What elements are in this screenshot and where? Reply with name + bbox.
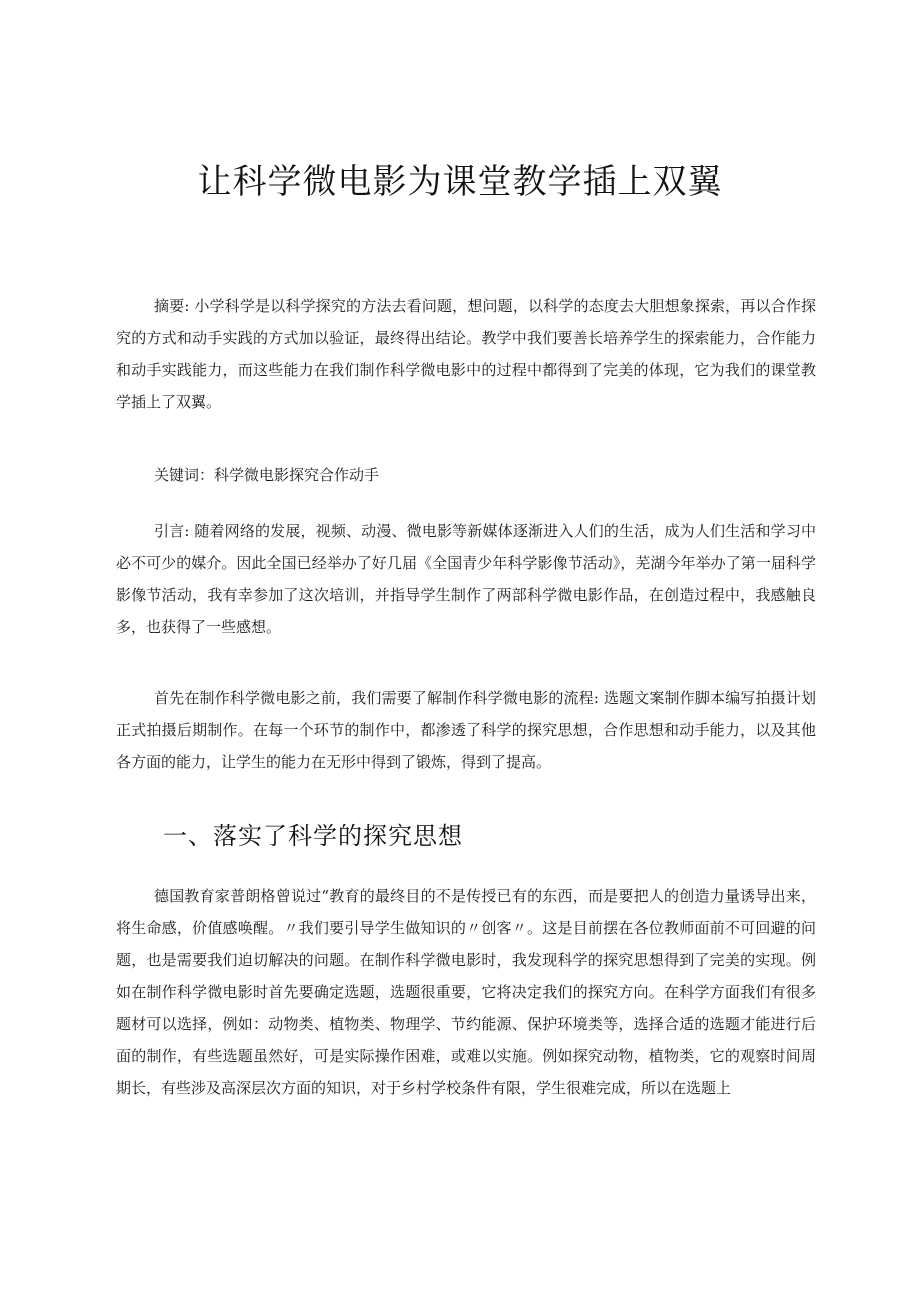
section-heading-1: 一、落实了科学的探究思想 xyxy=(163,822,463,850)
abstract-paragraph: 摘要: 小学科学是以科学探究的方法去看问题，想问题，以科学的态度去大胆想象探索，再以合作探究的方式和动手实践的方式加以验证，最终得出结论。教学中我们要善长培养学生的探索能力，合作能力和动手实践能力，而这些能力在我们制作科学微电影中的过程中都得到了完美的体现，它为我们的课堂教学插上了双翼。 xyxy=(116,297,816,411)
document-title: 让科学微电影为课堂教学插上双翼 xyxy=(197,162,723,202)
workflow-paragraph: 首先在制作科学微电影之前，我们需要了解制作科学微电影的流程: 选题文案制作脚本编写拍摄计划正式拍摄后期制作。在每一个环节的制作中，都渗透了科学的探究思想，合作思想和动手能力，以及其他各方面的能力，让学生的能力在无形中得到了锻炼，得到了提高。 xyxy=(116,689,816,771)
keywords-paragraph: 关键词：科学微电影探究合作动手 xyxy=(154,466,380,484)
section-1-body-paragraph: 德国教育家普朗格曾说过“教育的最终目的不是传授已有的东西，而是要把人的创造力量诱导出来，将生命感，价值感唤醒。〃我们要引导学生做知识的〃创客〃。这是目前摆在各位教师面前不可回避的问题，也是需要我们迫切解决的问题。在制作科学微电影时，我发现科学的探究思想得到了完美的实现。例如在制作科学微电影时首先要确定选题，选题很重要，它将决定我们的探究方向。在科学方面我们有很多题材可以选择，例如：动物类、植物类、物理学、节约能源、保护环境类等，选择合适的选题才能进行后面的制作，有些选题虽然好，可是实际操作困难，或难以实施。例如探究动物，植物类，它的观察时间周期长，有些涉及高深层次方面的知识，对于乡村学校条件有限，学生很难完成，所以在选题上 xyxy=(116,887,816,1097)
introduction-paragraph: 引言: 随着网络的发展，视频、动漫、微电影等新媒体逐渐进入人们的生活，成为人们生活和学习中必不可少的媒介。因此全国已经举办了好几届《全国青少年科学影像节活动》，芜湖今年举办了第一届科学影像节活动，我有幸参加了这次培训，并指导学生制作了两部科学微电影作品，在创造过程中，我感触良多，也获得了一些感想。 xyxy=(116,522,816,636)
